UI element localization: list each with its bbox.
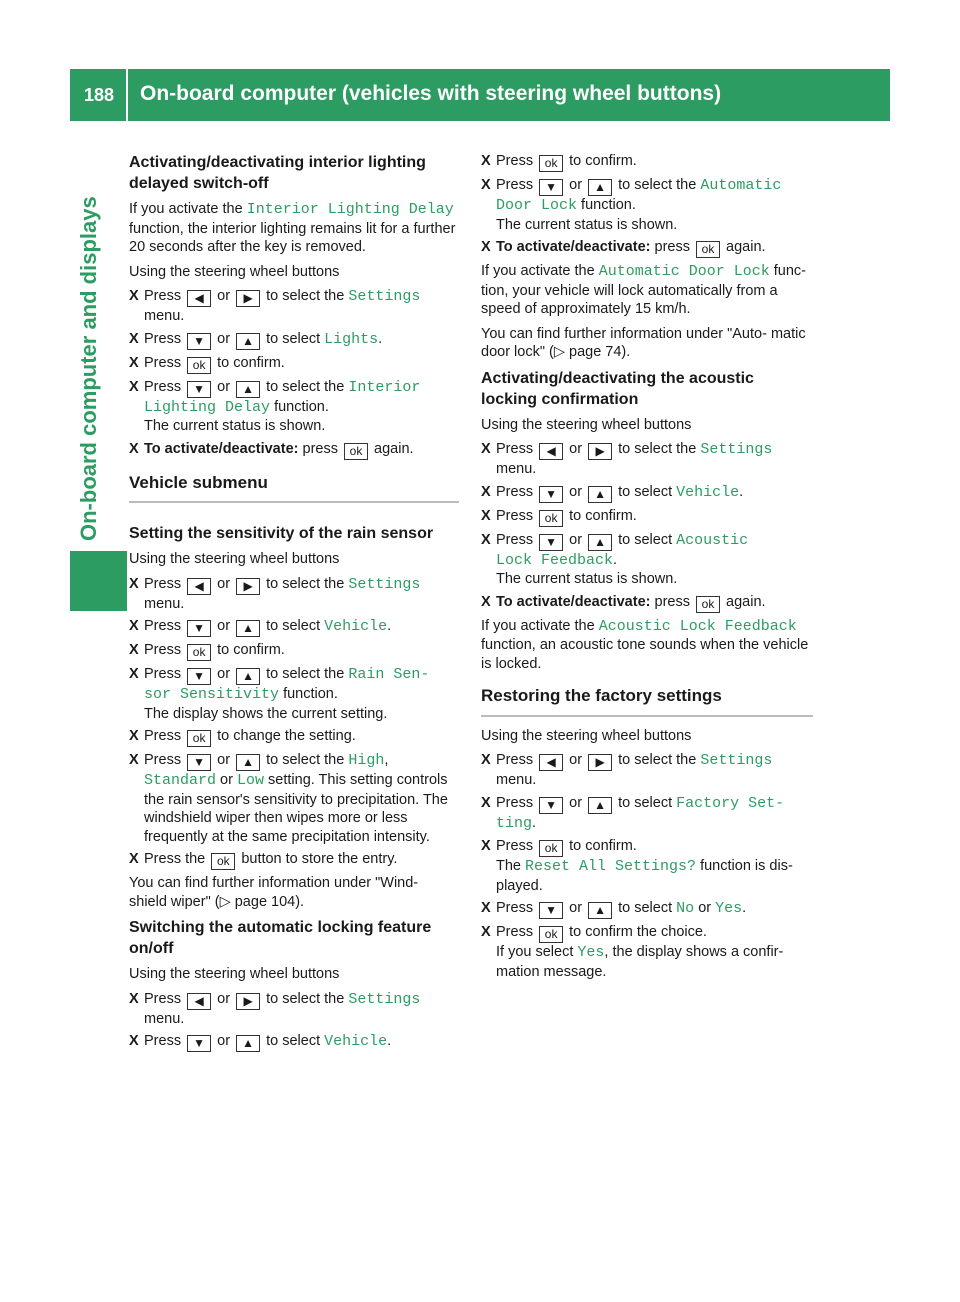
step: X Press ok to confirm.: [481, 153, 637, 170]
step: X Press ok to change the setting.: [129, 728, 356, 745]
left-key-icon: ◀: [539, 754, 563, 771]
page-header: [70, 69, 890, 121]
right-key-icon: ▶: [236, 290, 260, 307]
step: X To activate/deactivate: press ok again.: [129, 440, 414, 458]
up-key-icon: ▲: [588, 179, 612, 196]
ok-key-icon: ok: [539, 510, 563, 527]
side-tab-label: On-board computer and displays: [76, 196, 101, 541]
up-key-icon: ▲: [236, 668, 260, 685]
step: X Press ◀ or ▶ to select the Settings menu.: [481, 752, 773, 788]
step: X Press ▼ or ▲ to select Lights.: [129, 330, 383, 348]
down-key-icon: ▼: [187, 668, 211, 685]
section-heading: Vehicle submenu: [129, 474, 459, 504]
up-key-icon: ▲: [588, 902, 612, 919]
column-right: [481, 152, 813, 985]
section-heading: Restoring the factory settings: [481, 687, 813, 717]
ok-key-icon: ok: [344, 443, 368, 460]
down-key-icon: ▼: [187, 1035, 211, 1052]
ok-key-icon: ok: [187, 644, 211, 661]
up-key-icon: ▲: [236, 754, 260, 771]
step: X Press ok to confirm.: [481, 507, 637, 525]
right-key-icon: ▶: [588, 754, 612, 771]
up-key-icon: ▲: [236, 620, 260, 637]
down-key-icon: ▼: [539, 534, 563, 551]
left-key-icon: ◀: [187, 290, 211, 307]
step: X Press ok to confirm.: [129, 354, 285, 372]
down-key-icon: ▼: [539, 179, 563, 196]
paragraph: You can find further information under "Wind- shield wiper" (▷ page 104).: [129, 875, 419, 910]
column-left: [129, 152, 459, 1056]
section-heading: Setting the sensitivity of the rain sensor: [129, 525, 434, 542]
left-key-icon: ◀: [187, 578, 211, 595]
section-heading: Activating/deactivating the acoustic locking confirmation: [481, 369, 754, 408]
step: X Press ▼ or ▲ to select Vehicle.: [481, 483, 744, 501]
ok-key-icon: ok: [696, 241, 720, 258]
step: X Press ok to confirm. The Reset All Settings? function is dis- played.: [481, 838, 793, 894]
up-key-icon: ▲: [588, 486, 612, 503]
up-key-icon: ▲: [236, 333, 260, 350]
right-key-icon: ▶: [236, 993, 260, 1010]
up-key-icon: ▲: [588, 534, 612, 551]
ok-key-icon: ok: [187, 357, 211, 374]
page-title: On-board computer (vehicles with steering wheel buttons): [140, 82, 722, 105]
ok-key-icon: ok: [696, 596, 720, 613]
step: X Press ◀ or ▶ to select the Settings menu.: [129, 575, 421, 612]
step: X Press ok to confirm the choice. If you select Yes, the display shows a confir- mation message.: [481, 924, 784, 980]
ok-key-icon: ok: [187, 730, 211, 747]
step: X Press ▼ or ▲ to select Acoustic Lock Feedback. The current status is shown.: [481, 531, 749, 587]
step: X Press ▼ or ▲ to select Factory Set‐ ting.: [481, 794, 785, 832]
paragraph: Using the steering wheel buttons: [129, 551, 340, 567]
left-key-icon: ◀: [539, 443, 563, 460]
paragraph: If you activate the Automatic Door Lock func- tion, your vehicle will lock automatically from a speed of approximately 15 km/h.: [481, 263, 806, 317]
paragraph: If you activate the Interior Lighting Delay function, the interior lighting remains lit for a further 20 seconds after the key is removed.: [129, 201, 456, 255]
left-key-icon: ◀: [187, 993, 211, 1010]
down-key-icon: ▼: [187, 381, 211, 398]
step: X Press ◀ or ▶ to select the Settings menu.: [481, 441, 773, 477]
down-key-icon: ▼: [539, 902, 563, 919]
step: X Press ▼ or ▲ to select the High, Standard or Low setting. This setting controls the rain sensor's sensitivity to precipitation. The windshield wiper then wipes more or less frequently at the same precipitation intensity.: [129, 752, 448, 845]
ok-key-icon: ok: [539, 926, 563, 943]
step: X Press ▼ or ▲ to select the Automatic Door Lock function. The current status is shown.: [481, 177, 782, 233]
step: X Press ok to confirm.: [129, 642, 285, 659]
side-tab-marker: [70, 551, 127, 611]
ok-key-icon: ok: [539, 840, 563, 857]
step: X To activate/deactivate: press ok again.: [481, 239, 766, 256]
step: X Press ▼ or ▲ to select the Rain Sen‐ sor Sensitivity function. The display shows the current setting.: [129, 666, 430, 722]
paragraph: If you activate the Acoustic Lock Feedback function, an acoustic tone sounds when the vehicle is locked.: [481, 617, 809, 672]
section-heading: Activating/deactivating interior lighting delayed switch-off: [129, 154, 426, 192]
paragraph: Using the steering wheel buttons: [129, 966, 340, 982]
step: X Press ◀ or ▶ to select the Settings menu.: [129, 990, 421, 1027]
right-key-icon: ▶: [588, 443, 612, 460]
up-key-icon: ▲: [236, 381, 260, 398]
step: X Press the ok button to store the entry.: [129, 851, 398, 868]
page-number: 188: [84, 85, 115, 105]
step: X Press ▼ or ▲ to select Vehicle.: [129, 618, 392, 635]
right-key-icon: ▶: [236, 578, 260, 595]
step: X Press ◀ or ▶ to select the Settings menu.: [129, 288, 421, 324]
header-divider: [126, 69, 128, 121]
side-tab: [70, 121, 127, 1281]
down-key-icon: ▼: [539, 797, 563, 814]
paragraph: Using the steering wheel buttons: [481, 727, 692, 744]
down-key-icon: ▼: [187, 620, 211, 637]
ok-key-icon: ok: [539, 155, 563, 172]
ok-key-icon: ok: [211, 853, 235, 870]
step: X Press ▼ or ▲ to select Vehicle.: [129, 1033, 392, 1050]
down-key-icon: ▼: [539, 486, 563, 503]
down-key-icon: ▼: [187, 333, 211, 350]
up-key-icon: ▲: [236, 1035, 260, 1052]
paragraph: Using the steering wheel buttons: [129, 263, 340, 280]
step: X Press ▼ or ▲ to select No or Yes.: [481, 900, 747, 917]
paragraph: Using the steering wheel buttons: [481, 416, 692, 433]
up-key-icon: ▲: [588, 797, 612, 814]
step: X Press ▼ or ▲ to select the Interior Lighting Delay function. The current status is shown.: [129, 378, 421, 434]
step: X To activate/deactivate: press ok again.: [481, 593, 766, 611]
down-key-icon: ▼: [187, 754, 211, 771]
paragraph: You can find further information under "Auto- matic door lock" (▷ page 74).: [481, 325, 806, 360]
section-heading: Switching the automatic locking feature on/off: [129, 919, 432, 957]
